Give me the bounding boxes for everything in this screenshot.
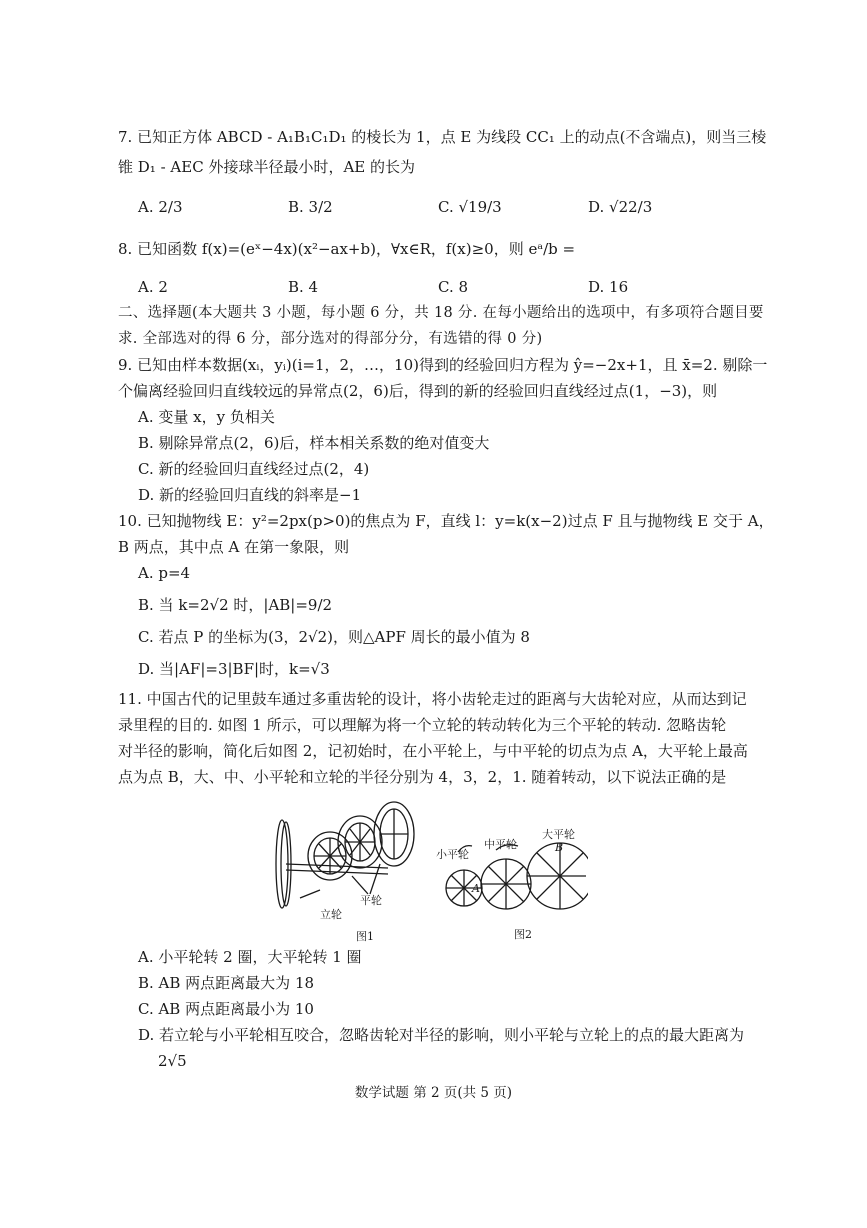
q7-stem-line-1: 7. 已知正方体 ABCD - A₁B₁C₁D₁ 的棱长为 1，点 E 为线段 CC₁ 上的动点(不含端点)，则当三棱 <box>118 128 767 146</box>
q10-stem-line-2: B 两点，其中点 A 在第一象限，则 <box>118 538 350 556</box>
q11-figure <box>268 798 588 946</box>
flat-wheels-drawing <box>308 802 414 880</box>
q11-option-c: C. AB 两点距离最小为 10 <box>138 1000 314 1018</box>
q7-option-d: D. √22/3 <box>588 198 653 216</box>
question-10 <box>118 508 774 682</box>
section-2-line-2: 求. 全部选对的得 6 分，部分选对的得部分分，有选错的得 0 分) <box>118 331 543 347</box>
q9-option-c: C. 新的经验回归直线经过点(2，4) <box>138 460 370 478</box>
q8-option-b: B. 4 <box>288 278 319 296</box>
q9-stem-line-1: 9. 已知由样本数据(xᵢ，yᵢ)(i=1，2，…，10)得到的经验回归方程为 ŷ=−2x+1，且 x̄=2. 剔除一 <box>118 356 768 374</box>
label-vertical-wheel: 立轮 <box>320 908 342 921</box>
q11-stem-line-2: 录里程的目的. 如图 1 所示，可以理解为将一个立轮的转动转化为三个平轮的转动. 忽略齿轮 <box>118 716 727 734</box>
q10-option-b: B. 当 k=2√2 时，|AB|=9/2 <box>138 596 333 614</box>
q9-option-a: A. 变量 x，y 负相关 <box>138 408 275 426</box>
q10-option-a: A. p=4 <box>138 564 191 582</box>
q8-stem: 8. 已知函数 f(x)=(eˣ−4x)(x²−ax+b)，∀x∈R，f(x)≥0，则 eᵃ/b = <box>118 240 576 258</box>
q11-stem-line-3: 对半径的影响，简化后如图 2，记初始时，在小平轮上，与中平轮的切点为点 A，大平轮上最高 <box>118 742 748 760</box>
q8-option-d: D. 16 <box>588 278 629 296</box>
q9-stem-line-2: 个偏离经验回归直线较远的异常点(2，6)后，得到的新的经验回归直线经过点(1，−3)，则 <box>118 382 718 400</box>
label-flat-wheel: 平轮 <box>360 894 382 907</box>
q7-option-b: B. 3/2 <box>288 198 333 216</box>
q11-options <box>118 944 745 1074</box>
q7-options <box>118 194 738 220</box>
q11-option-b: B. AB 两点距离最大为 18 <box>138 974 315 992</box>
q10-option-c: C. 若点 P 的坐标为(3，2√2)，则△APF 周长的最小值为 8 <box>138 628 530 646</box>
label-large-wheel: 大平轮 <box>542 828 575 841</box>
point-a-label: A <box>472 882 480 895</box>
question-9 <box>118 352 768 508</box>
page-footer: 数学试题 第 2 页(共 5 页) <box>354 1085 513 1101</box>
q7-option-c: C. √19/3 <box>438 198 502 216</box>
medium-wheel-drawing <box>481 859 531 909</box>
q11-option-d-continued: 2√5 <box>158 1052 187 1070</box>
q9-option-d: D. 新的经验回归直线的斜率是−1 <box>138 486 362 504</box>
q8-options <box>118 274 738 300</box>
q7-option-a: A. 2/3 <box>138 198 183 216</box>
q7-stem-line-2: 锥 D₁ - AEC 外接球半径最小时，AE 的长为 <box>118 158 415 176</box>
question-7 <box>118 124 767 220</box>
gear-figure-svg <box>268 798 588 946</box>
label-small-wheel: 小平轮 <box>436 848 469 861</box>
q11-stem-line-4: 点为点 B，大、中、小平轮和立轮的半径分别为 4，3，2，1. 随着转动，以下说法正确的是 <box>118 768 727 786</box>
q8-option-a: A. 2 <box>138 278 168 296</box>
q8-option-c: C. 8 <box>438 278 469 296</box>
section-2-header <box>118 300 764 352</box>
q11-option-a: A. 小平轮转 2 圈，大平轮转 1 圈 <box>138 948 362 966</box>
q11-option-d: D. 若立轮与小平轮相互咬合，忽略齿轮对半径的影响，则小平轮与立轮上的点的最大距离为 <box>138 1026 745 1044</box>
section-2-line-1: 二、选择题(本大题共 3 小题，每小题 6 分，共 18 分. 在每小题给出的选项中，有多项符合题目要 <box>118 305 764 321</box>
question-8 <box>118 236 738 300</box>
question-11 <box>118 686 748 790</box>
label-medium-wheel: 中平轮 <box>484 838 517 851</box>
q11-stem-line-1: 11. 中国古代的记里鼓车通过多重齿轮的设计，将小齿轮走过的距离与大齿轮对应，从而达到记 <box>118 690 747 708</box>
fig2-caption: 图2 <box>514 928 532 941</box>
q9-option-b: B. 剔除异常点(2，6)后，样本相关系数的绝对值变大 <box>138 434 490 452</box>
fig1-caption: 图1 <box>356 930 374 943</box>
q10-stem-line-1: 10. 已知抛物线 E：y²=2px(p>0)的焦点为 F，直线 l：y=k(x−2)过点 F 且与抛物线 E 交于 A， <box>118 512 774 530</box>
q10-option-d: D. 当|AF|=3|BF|时，k=√3 <box>138 660 330 678</box>
point-b-label: B <box>555 841 564 854</box>
